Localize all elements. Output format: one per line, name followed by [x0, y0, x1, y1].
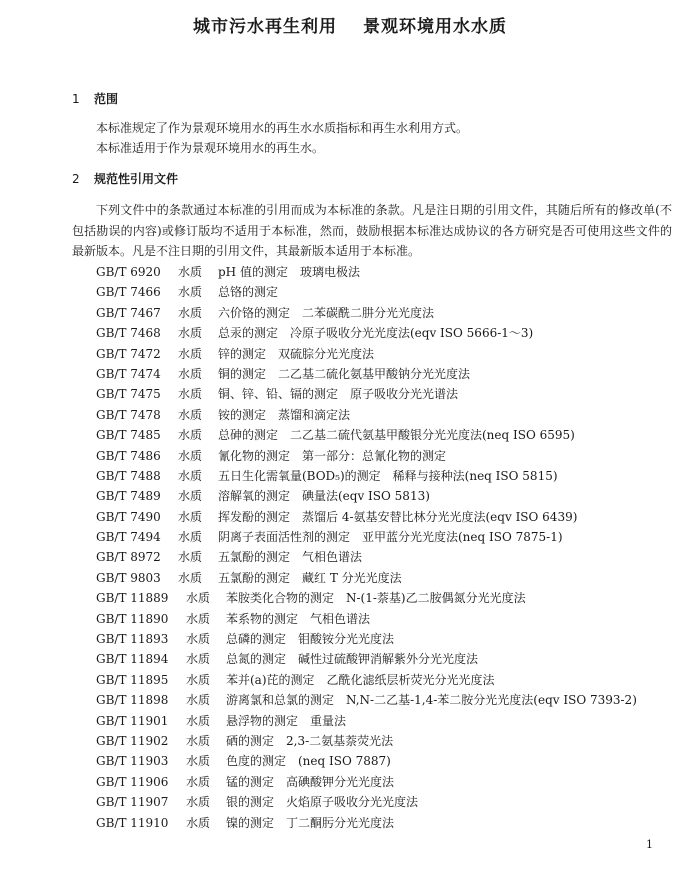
- section-title: 规范性引用文件: [94, 172, 179, 186]
- reference-description: 硒的测定 2,3-二氨基萘荧光法: [226, 733, 394, 748]
- reference-description: 铜、锌、铅、镉的测定 原子吸收分光光谱法: [218, 387, 459, 402]
- reference-code: GB/T 11902: [96, 733, 169, 748]
- reference-code: GB/T 11906: [96, 774, 169, 789]
- reference-category: 水质: [178, 326, 203, 341]
- reference-category: 水质: [178, 468, 203, 483]
- reference-item: [96, 364, 686, 384]
- reference-description: 总磷的测定 钼酸铵分光光度法: [226, 632, 395, 647]
- reference-item: [96, 527, 686, 547]
- reference-code: GB/T 7489: [96, 489, 161, 504]
- reference-item: [96, 711, 686, 731]
- reference-category: 水质: [178, 489, 203, 504]
- reference-category: 水质: [186, 611, 211, 626]
- section-number: 2: [72, 172, 80, 186]
- reference-item: [96, 649, 686, 669]
- reference-description: 苯并(a)芘的测定 乙酰化滤纸层析荧光分光光度法: [226, 672, 495, 687]
- reference-description: pH 值的测定 玻璃电极法: [218, 265, 360, 279]
- reference-description: 阴离子表面活性剂的测定 亚甲蓝分光光度法(neq ISO 7875-1): [218, 530, 563, 545]
- reference-item: [96, 690, 686, 710]
- reference-description: 总氮的测定 碱性过硫酸钾消解紫外分光光度法: [226, 652, 479, 667]
- section-number: 1: [72, 92, 80, 106]
- reference-item: [96, 813, 686, 833]
- reference-description: 铜的测定 二乙基二硫化氨基甲酸钠分光光度法: [218, 366, 471, 381]
- reference-description: 银的测定 火焰原子吸收分光光度法: [226, 795, 419, 810]
- reference-description: 苯胺类化合物的测定 N-(1-萘基)乙二胺偶氮分光光度法: [226, 591, 526, 606]
- reference-item: [96, 425, 686, 445]
- reference-code: GB/T 11895: [96, 672, 169, 687]
- reference-category: 水质: [186, 733, 211, 748]
- reference-code: GB/T 7467: [96, 305, 161, 320]
- reference-item: [96, 446, 686, 466]
- reference-description: 锰的测定 高碘酸钾分光光度法: [226, 774, 395, 789]
- reference-description: 总砷的测定 二乙基二硫代氨基甲酸银分光光度法(neq ISO 6595): [218, 428, 575, 443]
- reference-category: 水质: [178, 387, 203, 402]
- title-sub: 景观环境用水水质: [363, 17, 507, 37]
- reference-category: 水质: [186, 652, 211, 667]
- scope-paragraph: 本标准适用于作为景观环境用水的再生水。: [96, 141, 325, 155]
- reference-code: GB/T 11901: [96, 713, 169, 728]
- reference-category: 水质: [178, 428, 203, 443]
- reference-item: [96, 588, 686, 608]
- reference-description: 色度的测定 (neq ISO 7887): [226, 754, 391, 769]
- reference-category: 水质: [186, 754, 211, 769]
- reference-category: 水质: [178, 346, 203, 361]
- reference-description: 镍的测定 丁二酮肟分光光度法: [226, 815, 395, 830]
- reference-category: 水质: [178, 366, 203, 381]
- reference-list: [96, 262, 686, 833]
- reference-description: 氰化物的测定 第一部分：总氰化物的测定: [218, 448, 447, 463]
- reference-code: GB/T 7494: [96, 530, 161, 545]
- reference-description: 溶解氧的测定 碘量法(eqv ISO 5813): [218, 489, 430, 504]
- reference-item: [96, 282, 686, 302]
- reference-category: 水质: [186, 774, 211, 789]
- page-number: 1: [646, 838, 653, 851]
- reference-code: GB/T 7474: [96, 366, 161, 381]
- page-title: [0, 12, 700, 37]
- reference-code: GB/T 11903: [96, 754, 169, 769]
- reference-category: 水质: [186, 693, 211, 708]
- reference-description: 总汞的测定 冷原子吸收分光光度法(eqv ISO 5666-1～3): [218, 326, 534, 341]
- reference-category: 水质: [186, 815, 211, 830]
- reference-category: 水质: [178, 265, 203, 279]
- reference-description: 挥发酚的测定 蒸馏后 4-氨基安替比林分光光度法(eqv ISO 6439): [218, 509, 578, 524]
- section-heading-scope: [72, 90, 118, 107]
- reference-code: GB/T 7475: [96, 387, 161, 402]
- section-title: 范围: [94, 92, 119, 106]
- reference-category: 水质: [178, 570, 203, 585]
- reference-code: GB/T 7466: [96, 285, 161, 300]
- reference-code: GB/T 11910: [96, 815, 169, 830]
- reference-item: [96, 384, 686, 404]
- reference-code: GB/T 7472: [96, 346, 161, 361]
- reference-item: [96, 262, 686, 282]
- reference-item: [96, 751, 686, 771]
- reference-code: GB/T 9803: [96, 570, 161, 585]
- reference-description: 五氯酚的测定 藏红 T 分光光度法: [218, 570, 402, 585]
- reference-item: [96, 629, 686, 649]
- reference-code: GB/T 11889: [96, 591, 169, 606]
- reference-description: 锌的测定 双硫腙分光光度法: [218, 346, 375, 361]
- reference-code: GB/T 11890: [96, 611, 169, 626]
- reference-category: 水质: [178, 550, 203, 565]
- reference-item: [96, 792, 686, 812]
- reference-category: 水质: [178, 305, 203, 320]
- reference-item: [96, 466, 686, 486]
- reference-category: 水质: [178, 407, 203, 422]
- reference-category: 水质: [178, 530, 203, 545]
- reference-description: 六价铬的测定 二苯碳酰二肼分光光度法: [218, 305, 435, 320]
- reference-code: GB/T 8972: [96, 550, 161, 565]
- reference-item: [96, 486, 686, 506]
- reference-code: GB/T 11898: [96, 693, 169, 708]
- reference-item: [96, 772, 686, 792]
- reference-description: 铵的测定 蒸馏和滴定法: [218, 407, 351, 422]
- references-intro: 下列文件中的条款通过本标准的引用而成为本标准的条款。凡是注日期的引用文件，其随后所有的修改单(不包括勘误的内容)或修订版均不适用于本标准，然而，鼓励根据本标准达成协议的各方研究是否可使用这些文件的最新版本。凡是不注日期的引用文件，其最新版本适用于本标准。: [72, 203, 672, 258]
- reference-category: 水质: [186, 632, 211, 647]
- reference-code: GB/T 7490: [96, 509, 161, 524]
- reference-item: [96, 547, 686, 567]
- reference-code: GB/T 11894: [96, 652, 169, 667]
- reference-item: [96, 568, 686, 588]
- reference-description: 五日生化需氧量(BOD₅)的测定 稀释与接种法(neq ISO 5815): [218, 468, 558, 483]
- reference-code: GB/T 11907: [96, 795, 169, 810]
- reference-description: 五氯酚的测定 气相色谱法: [218, 550, 363, 565]
- reference-code: GB/T 7488: [96, 468, 161, 483]
- reference-code: GB/T 7485: [96, 428, 161, 443]
- reference-description: 悬浮物的测定 重量法: [226, 713, 347, 728]
- title-main: 城市污水再生利用: [193, 17, 337, 37]
- reference-code: GB/T 6920: [96, 265, 161, 279]
- reference-item: [96, 609, 686, 629]
- reference-category: 水质: [186, 672, 211, 687]
- reference-code: GB/T 7468: [96, 326, 161, 341]
- section-heading-references: [72, 170, 178, 187]
- reference-category: 水质: [186, 795, 211, 810]
- reference-item: [96, 670, 686, 690]
- reference-item: [96, 731, 686, 751]
- reference-description: 苯系物的测定 气相色谱法: [226, 611, 371, 626]
- reference-category: 水质: [178, 285, 203, 300]
- reference-code: GB/T 11893: [96, 632, 169, 647]
- reference-category: 水质: [186, 713, 211, 728]
- scope-paragraph: 本标准规定了作为景观环境用水的再生水水质指标和再生水利用方式。: [96, 121, 469, 135]
- reference-code: GB/T 7486: [96, 448, 161, 463]
- reference-category: 水质: [178, 509, 203, 524]
- reference-item: [96, 303, 686, 323]
- reference-category: 水质: [186, 591, 211, 606]
- reference-item: [96, 323, 686, 343]
- reference-item: [96, 507, 686, 527]
- reference-category: 水质: [178, 448, 203, 463]
- reference-description: 总铬的测定: [218, 285, 279, 300]
- reference-code: GB/T 7478: [96, 407, 161, 422]
- reference-description: 游离氯和总氯的测定 N,N-二乙基-1,4-苯二胺分光光度法(eqv ISO 7393-2): [226, 693, 637, 708]
- reference-item: [96, 405, 686, 425]
- reference-item: [96, 344, 686, 364]
